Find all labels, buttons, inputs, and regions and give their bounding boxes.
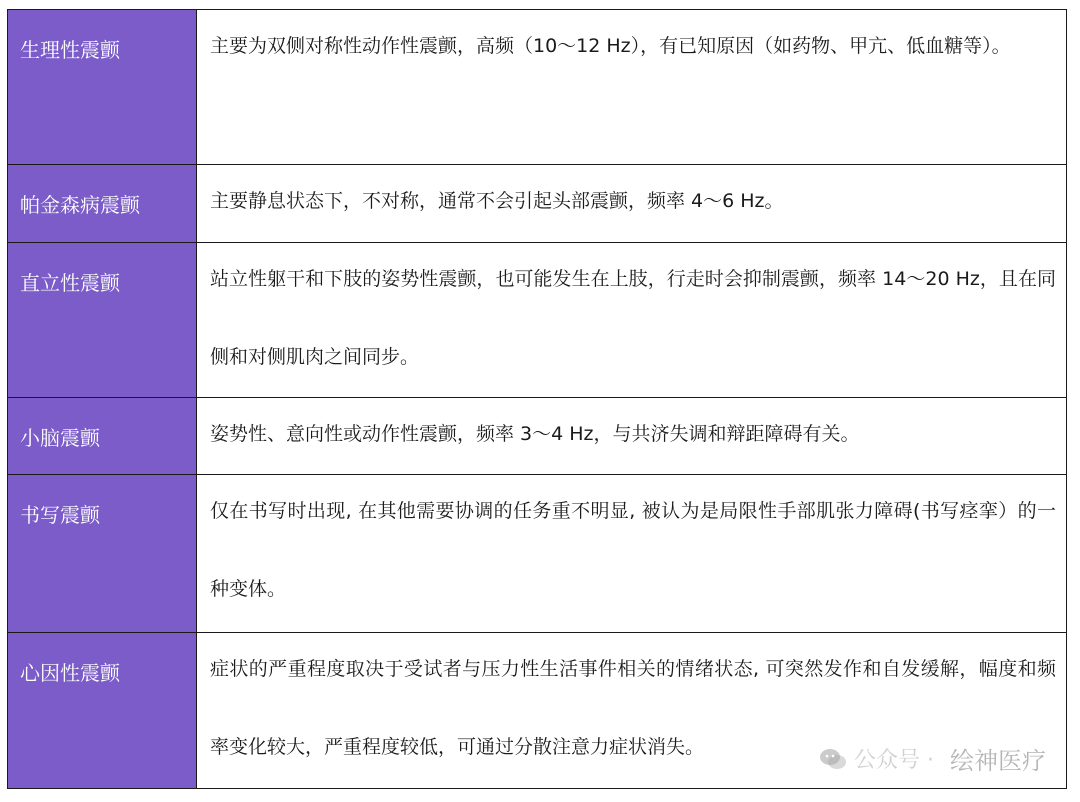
- tremor-description-cell: [197, 475, 1067, 633]
- tremor-type-label: 心因性震颤: [20, 661, 120, 685]
- tremor-description-cell: [197, 10, 1067, 165]
- tremor-type-cell: [8, 10, 197, 165]
- tremor-type-cell: [8, 633, 197, 789]
- tremor-type-cell: [8, 243, 197, 398]
- table-row: [8, 398, 1067, 475]
- tremor-type-cell: [8, 475, 197, 633]
- table-row: [8, 10, 1067, 165]
- tremor-description-cell: [197, 633, 1067, 789]
- tremor-type-label: 直立性震颤: [20, 271, 120, 295]
- tremor-description: 姿势性、意向性或动作性震颤，频率 3～4 Hz，与共济失调和辩距障碍有关。: [210, 423, 860, 445]
- tremor-description-cell: [197, 243, 1067, 398]
- table-row: [8, 165, 1067, 243]
- tremor-type-cell: [8, 165, 197, 243]
- tremor-description: 主要静息状态下，不对称，通常不会引起头部震颤，频率 4～6 Hz。: [210, 190, 784, 212]
- tremor-type-table: [7, 9, 1067, 789]
- watermark-source: 公众号 ·: [854, 748, 934, 773]
- tremor-type-label: 书写震颤: [20, 503, 100, 527]
- tremor-type-label: 帕金森病震颤: [20, 193, 140, 217]
- table-row: [8, 475, 1067, 633]
- tremor-description-cell: [197, 165, 1067, 243]
- tremor-description: 仅在书写时出现, 在其他需要协调的任务重不明显, 被认为是局限性手部肌张力障碍(书写痉挛）的一种变体。: [210, 500, 1056, 600]
- table-row: [8, 633, 1067, 789]
- tremor-type-label: 生理性震颤: [20, 38, 120, 62]
- watermark-name: 绘神医疗: [950, 747, 1046, 775]
- tremor-description: 站立性躯干和下肢的姿势性震颤，也可能发生在上肢，行走时会抑制震颤，频率 14～20 Hz，且在同侧和对侧肌肉之间同步。: [210, 268, 1056, 368]
- tremor-description: 症状的严重程度取决于受试者与压力性生活事件相关的情绪状态, 可突然发作和自发缓解，幅度和频率变化较大，严重程度较低，可通过分散注意力症状消失。: [210, 658, 1056, 758]
- tremor-description: 主要为双侧对称性动作性震颤，高频（10～12 Hz），有已知原因（如药物、甲亢、低血糖等）。: [210, 35, 1011, 57]
- tremor-type-cell: [8, 398, 197, 475]
- tremor-type-label: 小脑震颤: [20, 426, 100, 450]
- tremor-description-cell: [197, 398, 1067, 475]
- table-row: [8, 243, 1067, 398]
